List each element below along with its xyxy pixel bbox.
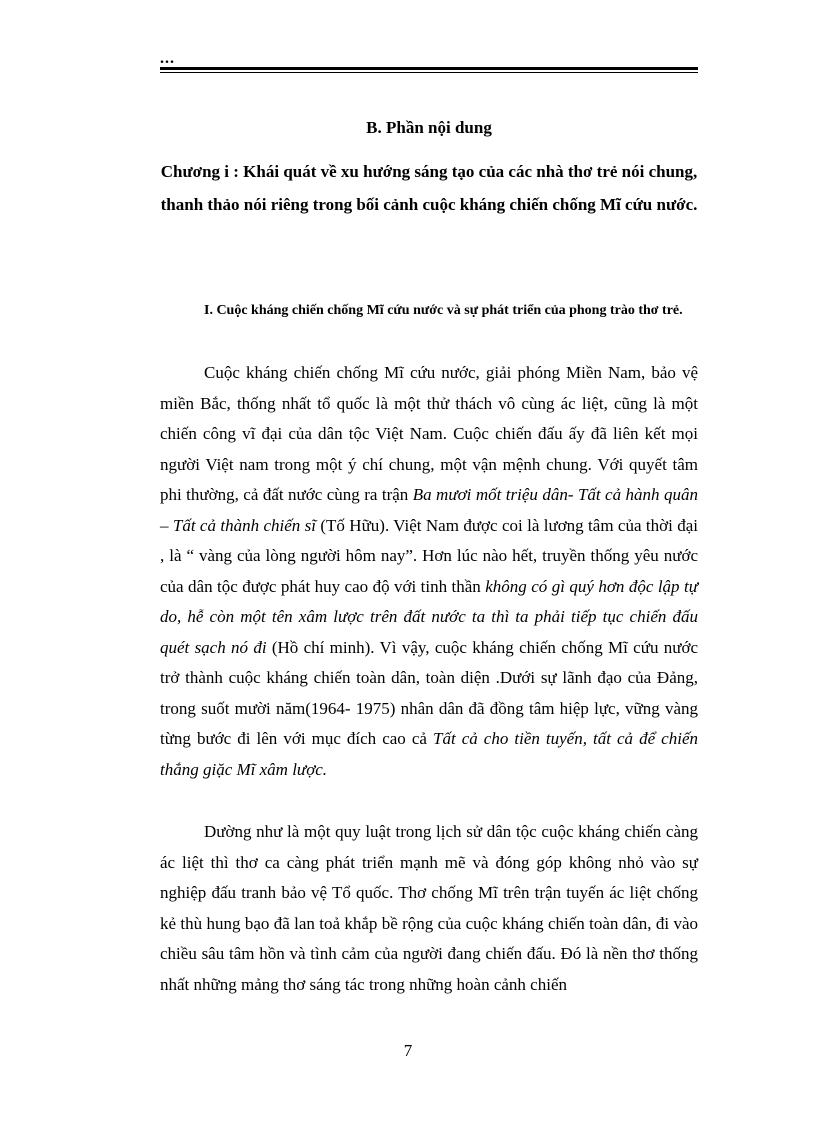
paragraph-1-quote-2: không có gì quý hơn độc lập tự do, hễ còn một tên xâm lược trên đất nước ta thì ta phải tiếp tục chiến đấu quét sạch nó đi (160, 576, 698, 657)
page-number: 7 (403, 1041, 413, 1060)
section-subheading: I. Cuộc kháng chiến chống Mĩ cứu nước và sự phát triển của phong trào thơ trẻ. (204, 303, 683, 318)
paragraph-1-text-1: Cuộc kháng chiến chống Mĩ cứu nước, giải phóng Miền Nam, bảo vệ miền Bắc, thống nhất tổ quốc là một thử thách vô cùng ác liệt, cũng là một chiến công vĩ đại của dân tộc Việt Nam. Cuộc chiến đấu ấy đã liên kết mọi người Việt nam trong một ý chí chung, một vận mệnh chung. Với quyết tâm phi thường, cả đất nước cùng ra trận (160, 363, 698, 504)
paragraph-1 (160, 358, 698, 785)
header-mark: ... (160, 50, 175, 67)
paragraph-2: Dường như là một quy luật trong lịch sử dân tộc cuộc kháng chiến càng ác liệt thì thơ ca càng phát triển mạnh mẽ và đóng góp không nhỏ vào sự nghiệp đấu tranh bảo vệ Tổ quốc. Thơ chống Mĩ trên trận tuyến ác liệt chống kẻ thù hung bạo đã lan toả khắp bề rộng của cuộc kháng chiến toàn dân, đi vào chiều sâu tâm hồn và tình cảm của người đang chiến đấu. Đó là nền thơ thống nhất những mảng thơ sáng tác trong những hoàn cảnh chiến (160, 822, 698, 994)
header-rule (160, 67, 698, 70)
paragraph-1-quote-3: Tất cả cho tiền tuyến, tất cả để chiến thắng giặc Mĩ xâm lược. (160, 729, 698, 779)
paragraph-1-quote-1: Ba mươi mốt triệu dân- Tất cả hành quân – Tất cả thành chiến sĩ (160, 485, 698, 535)
paragraph-1-text-2: (Tố Hữu). Việt Nam được coi là lương tâm của thời đại , là “ vàng của lòng người hôm nay”. Hơn lúc nào hết, truyền thống yêu nước của dân tộc được phát huy cao độ với tinh thần (160, 515, 698, 596)
paragraph-1-text-3: (Hồ chí minh). Vì vậy, cuộc kháng chiến chống Mĩ cứu nước trở thành cuộc kháng chiến toàn dân, toàn diện .Dưới sự lãnh đạo của Đảng, trong suốt mười năm(1964- 1975) nhân dân đã đồng tâm hiệp lực, vững vàng từng bước đi lên với mục đích cao cả (160, 637, 698, 748)
chapter-title: Chương i : Khái quát về xu hướng sáng tạo của các nhà thơ trẻ nói chung, thanh thảo nói riêng trong bối cảnh cuộc kháng chiến chống Mĩ cứu nước. (160, 162, 698, 214)
section-title: B. Phần nội dung (366, 118, 492, 137)
header-rule-thin (160, 72, 698, 73)
